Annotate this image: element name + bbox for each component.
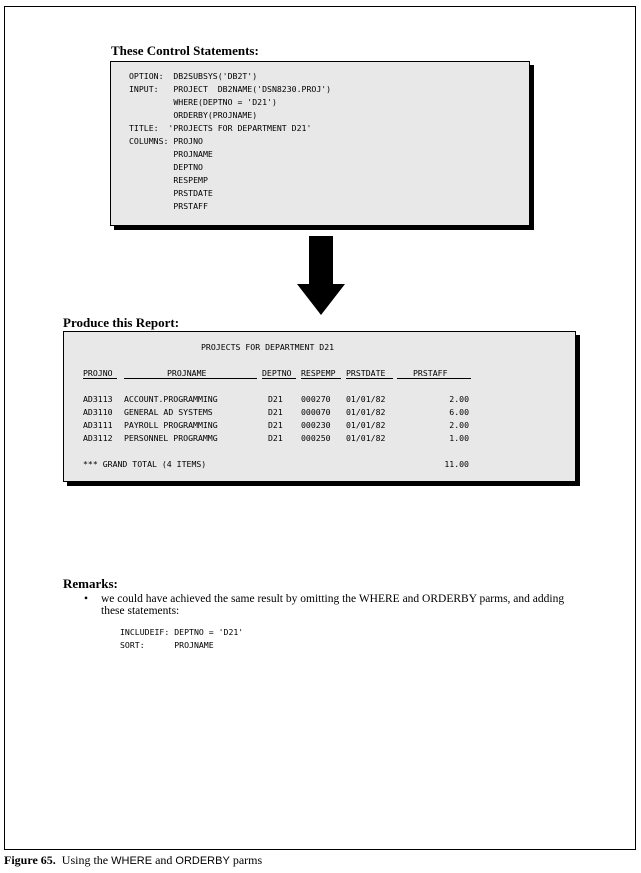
cell-prstaff: 6.00 [449,407,469,417]
control-line: ORDERBY(PROJNAME) [129,110,258,120]
down-arrow-icon [295,236,347,316]
remarks-text-line: we could have achieved the same result by omitting the WHERE and ORDERBY parms, and adding [101,593,565,605]
cell-projno: AD3112 [83,433,113,443]
cell-projname: GENERAL AD SYSTEMS [124,407,213,417]
caption-keyword: ORDERBY [175,855,230,867]
caption-keyword: WHERE [111,855,153,867]
cell-respemp: 000230 [301,420,331,430]
remarks-heading: Remarks: [63,576,118,591]
header-underline [124,378,257,379]
cell-deptno: D21 [268,394,283,404]
control-line: OPTION: DB2SUBSYS('DB2T') [129,71,258,81]
cell-respemp: 000070 [301,407,331,417]
control-statements-box [110,61,530,226]
report-title: PROJECTS FOR DEPARTMENT D21 [201,342,335,352]
figure-label: Figure 65. [4,853,56,867]
cell-projname: ACCOUNT.PROGRAMMING [124,394,218,404]
cell-projno: AD3113 [83,394,113,404]
report-column-header: PRSTAFF [413,368,448,378]
report-column-header: PRSTDATE [346,368,386,378]
cell-respemp: 000270 [301,394,331,404]
control-line: COLUMNS: PROJNO [129,136,203,146]
report-column-header: RESPEMP [301,368,336,378]
report-heading: Produce this Report: [63,315,180,330]
report-column-header: PROJNO [83,368,113,378]
report-box [63,331,576,482]
cell-respemp: 000250 [301,433,331,443]
report-column-header: PROJNAME [167,368,207,378]
cell-projno: AD3111 [83,420,113,430]
cell-prstaff: 2.00 [449,420,469,430]
remarks-text-line: these statements: [101,605,180,617]
header-underline [346,378,393,379]
control-line: TITLE: 'PROJECTS FOR DEPARTMENT D21' [129,123,312,133]
control-line: PRSTAFF [129,201,208,211]
control-line: PROJNAME [129,149,213,159]
report-column-header: DEPTNO [262,368,292,378]
cell-prstdate: 01/01/82 [346,407,386,417]
control-line: DEPTNO [129,162,203,172]
grand-total-value: 11.00 [444,459,469,469]
cell-prstdate: 01/01/82 [346,433,386,443]
caption-text: Using the [61,853,112,867]
cell-projno: AD3110 [83,407,113,417]
cell-prstaff: 1.00 [449,433,469,443]
caption-text: and [152,853,176,867]
figure-caption [4,853,262,868]
header-underline [397,378,471,379]
control-statements-heading: These Control Statements: [111,43,259,58]
control-line: PRSTDATE [129,188,213,198]
cell-deptno: D21 [268,420,283,430]
cell-projname: PAYROLL PROGRAMMING [124,420,218,430]
header-underline [83,378,117,379]
control-line: INPUT: PROJECT DB2NAME('DSN8230.PROJ') [129,84,332,94]
remarks-code-line: SORT: PROJNAME [120,640,214,650]
header-underline [301,378,341,379]
control-line: WHERE(DEPTNO = 'D21') [129,97,277,107]
cell-projname: PERSONNEL PROGRAMMG [124,433,218,443]
control-line: RESPEMP [129,175,208,185]
cell-deptno: D21 [268,433,283,443]
bullet-icon: • [84,593,89,605]
cell-prstaff: 2.00 [449,394,469,404]
cell-prstdate: 01/01/82 [346,394,386,404]
cell-prstdate: 01/01/82 [346,420,386,430]
header-underline [262,378,296,379]
cell-deptno: D21 [268,407,283,417]
caption-text: parms [229,853,263,867]
remarks-code-line: INCLUDEIF: DEPTNO = 'D21' [120,627,244,637]
grand-total-label: *** GRAND TOTAL (4 ITEMS) [83,459,207,469]
